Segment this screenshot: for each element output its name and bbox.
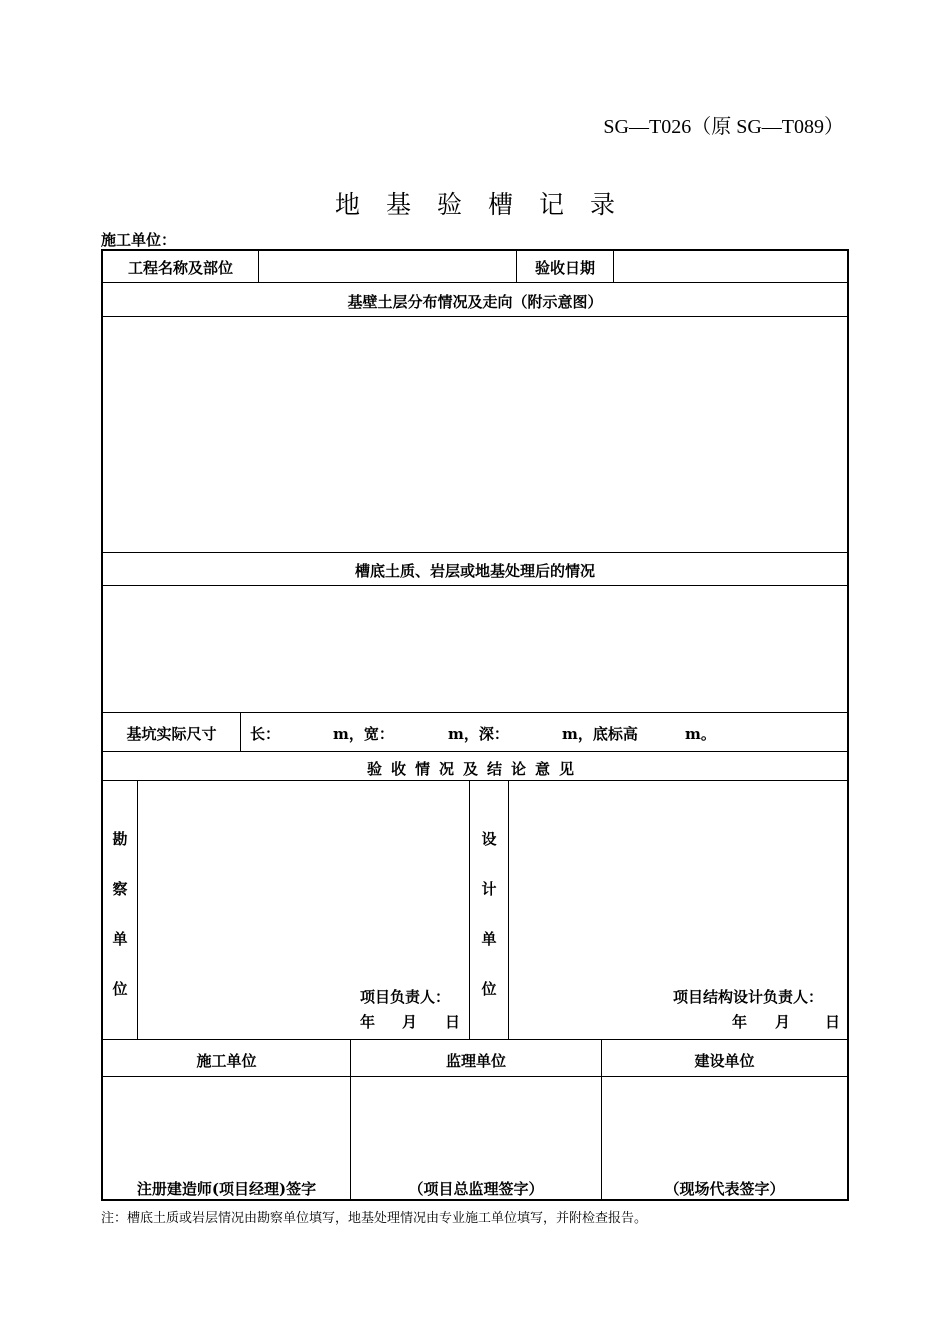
pit-size-label: 基坑实际尺寸	[126, 725, 217, 743]
design-unit-char: 单	[481, 930, 497, 948]
pit-width-label: m，宽：	[333, 725, 394, 743]
pit-elevation-label: m，底标高	[562, 725, 638, 743]
design-unit-char: 设	[481, 830, 497, 848]
inspection-form	[101, 249, 849, 1201]
page-title: 地基验槽记录	[334, 190, 641, 219]
acceptance-date-label: 验收日期	[534, 259, 595, 277]
trench-bottom-header: 槽底土质、岩层或地基处理后的情况	[354, 562, 595, 580]
survey-unit-char: 察	[112, 880, 128, 898]
acceptance-header: 验收情况及结论意见	[366, 760, 583, 778]
soil-distribution-area[interactable]	[109, 323, 839, 543]
design-unit-char: 计	[481, 880, 497, 898]
footnote: 注：槽底土质或岩层情况由勘察单位填写，地基处理情况由专业施工单位填写，并附检查报告。	[101, 1211, 648, 1226]
pit-end-unit: m。	[685, 725, 716, 743]
design-sign-label: 项目结构设计负责人：	[673, 988, 824, 1006]
survey-unit-char: 单	[112, 930, 128, 948]
survey-date-month: 月	[402, 1013, 418, 1031]
soil-distribution-header: 基壁土层分布情况及走向（附示意图）	[347, 293, 603, 311]
trench-bottom-area[interactable]	[109, 593, 839, 703]
supervision-sign-label: （项目总监理签字）	[408, 1180, 544, 1198]
construction-unit-header: 施工单位	[196, 1052, 257, 1070]
form-code: SG—T026（原 SG—T089）	[603, 116, 844, 138]
project-name-label: 工程名称及部位	[127, 259, 233, 277]
survey-sign-label: 项目负责人：	[360, 988, 451, 1006]
construction-unit-label: 施工单位：	[101, 231, 177, 249]
survey-date-day: 日	[445, 1013, 461, 1031]
construction-sign-label: 注册建造师(项目经理)签字	[136, 1180, 317, 1198]
pit-depth-label: m，深：	[448, 725, 509, 743]
survey-date-year: 年	[360, 1013, 376, 1031]
owner-sign-label: （现场代表签字）	[664, 1180, 785, 1198]
survey-unit-char: 勘	[112, 830, 128, 848]
design-unit-char: 位	[481, 980, 497, 998]
design-date-day: 日	[825, 1013, 841, 1031]
design-date-year: 年	[732, 1013, 748, 1031]
owner-unit-header: 建设单位	[694, 1052, 755, 1070]
survey-unit-char: 位	[112, 980, 128, 998]
supervision-unit-header: 监理单位	[445, 1052, 506, 1070]
design-date-month: 月	[775, 1013, 791, 1031]
pit-length-label: 长：	[250, 725, 281, 743]
